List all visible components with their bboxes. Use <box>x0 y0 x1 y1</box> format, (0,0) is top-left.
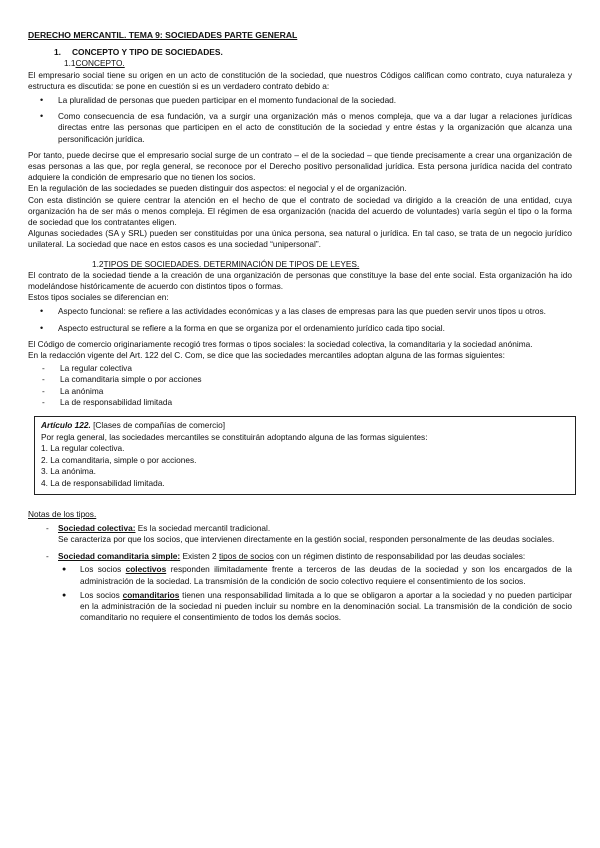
bullet-list <box>28 95 572 145</box>
paragraph: El empresario social tiene su origen en un acto de constitución de la sociedad, que nuestros Códigos califican como contrato, cuya naturaleza y estructura es discutida: se pone en cuestión si es un verdadero contrato debido a: <box>28 69 572 91</box>
note-colectiva <box>58 523 572 545</box>
subsection-label: TIPOS DE SOCIEDADES. DETERMINACIÓN DE TIPOS DE LEYES. <box>103 258 360 269</box>
list-item <box>80 564 572 586</box>
article-item: 4. La de responsabilidad limitada. <box>41 478 165 489</box>
item-term: colectivos <box>125 564 167 575</box>
note-text: Existen 2 <box>180 551 219 562</box>
list-item: • Aspecto funcional: se refiere a las actividades económicas y a las clases de empresas para las que pueden servir unos tipos u otros. <box>58 306 572 317</box>
note-term: Sociedad colectiva: <box>58 522 136 533</box>
list-item: • La pluralidad de personas que pueden participar en el momento fundacional de la sociedad. <box>58 95 572 106</box>
article-intro: Por regla general, las sociedades mercantiles se constituirán adoptando alguna de las formas siguientes: <box>41 431 428 442</box>
dot-list <box>28 564 572 623</box>
list-item: • Aspecto estructural se refiere a la forma en que se organiza por el ordenamiento jurídico cada tipo social. <box>58 323 572 334</box>
list-item: - La anónima <box>60 386 572 397</box>
subsection-heading-1-2 <box>92 259 572 270</box>
paragraph: Algunas sociedades (SA y SRL) pueden ser constituidas por una única persona, sea natural o jurídica. En tal caso, se trata de un negocio jurídico unilateral. La sociedad que nace en estos casos es una sociedad “unipersonal”. <box>28 228 572 250</box>
paragraph: El contrato de la sociedad tiende a la creación de una organización de personas que constituye la base del ente social. Esta organización ha ido modelándose históricamente de acuerdo con distintos tipos o formas. <box>28 269 572 292</box>
article-item: 2. La comanditaria, simple o por acciones. <box>41 454 197 465</box>
subsection-heading-1-1 <box>64 58 572 69</box>
paragraph: Con esta distinción se quiere centrar la atención en el hecho de que el contrato de sociedad va dirigido a la creación de una entidad, cuya organización ha de ser más o menos compleja. El régimen de esa organización (nacida del acuerdo de voluntades) varía según el tipo o la forma de sociedad que los contratantes eligen. <box>28 194 572 228</box>
section-label: CONCEPTO Y TIPO DE SOCIEDADES. <box>72 47 223 58</box>
note-description: Se caracteriza por que los socios, que intervienen directamente en la gestión social, responden personalmente de las deudas sociales. <box>58 534 555 545</box>
item-term: comanditarios <box>122 589 180 600</box>
paragraph: Por tanto, puede decirse que el empresario social surge de un contrato – el de la sociedad – que tiende precisamente a crear una organización de esas personas a las que, por regla general, se reconoce por el Derecho positivo personalidad jurídica. Esta persona jurídica nacida del contrato adquiere la condición de empresario que no tienen los socios. <box>28 149 572 183</box>
paragraph: En la regulación de las sociedades se pueden distinguir dos aspectos: el negocial y el de organización. <box>28 183 407 194</box>
article-title: Artículo 122. <box>41 420 91 431</box>
paragraph: En la redacción vigente del Art. 122 del C. Com, se dice que las sociedades mercantiles adoptan alguna de las formas siguientes: <box>28 350 505 361</box>
subsection-number: 1.2 <box>92 258 104 269</box>
section-number: 1. <box>54 47 61 58</box>
bullet-list <box>28 306 572 333</box>
item-text: Los socios <box>80 564 126 575</box>
item-text: Los socios <box>80 589 123 600</box>
note-text: con un régimen distinto de responsabilidad por las deudas sociales: <box>273 551 526 562</box>
item-text: responden ilimitadamente frente a terceros de las deudas de la sociedad y son los encargados de la administración de la sociedad. La transmisión de la condición de socio colectivo requiere el consentimiento de los socios. <box>80 564 572 586</box>
list-item: - La comanditaria simple o por acciones <box>60 374 572 385</box>
article-item: 3. La anónima. <box>41 466 96 477</box>
notes-heading: Notas de los tipos. <box>28 508 97 519</box>
article-subtitle: [Clases de compañías de comercio] <box>93 420 226 431</box>
note-term: Sociedad comanditaria simple: <box>58 551 181 562</box>
note-comanditaria <box>58 551 572 562</box>
list-item: - La regular colectiva <box>60 363 572 374</box>
dash-list <box>28 363 572 408</box>
paragraph: Estos tipos sociales se diferencian en: <box>28 292 169 303</box>
section-heading-1 <box>54 47 572 58</box>
article-item: 1. La regular colectiva. <box>41 443 125 454</box>
list-item: • Como consecuencia de esa fundación, va a surgir una organización más o menos compleja, que va a dar lugar a relaciones jurídicas directas entre las personas que participen en el acto de constitución de la sociedad y entre éstas y la organización que alcanza una personificación jurídica. <box>58 111 572 145</box>
article-box <box>34 416 576 495</box>
note-link-text: tipos de socios <box>218 551 274 562</box>
article-header <box>41 420 569 432</box>
subsection-number: 1.1 <box>64 58 76 69</box>
list-item: - La de responsabilidad limitada <box>60 397 572 408</box>
document-title: DERECHO MERCANTIL. TEMA 9: SOCIEDADES PARTE GENERAL <box>28 30 298 40</box>
item-text: tienen una responsabilidad limitada a lo que se obligaron a aportar a la sociedad y no pueden participar en la administración de la sociedad ni pueden incluir su nombre en la denominación social. La transmisión de la condición de socio comanditario no requiere el consentimiento de todos los demás socios. <box>80 589 572 623</box>
list-item <box>80 590 572 624</box>
note-text: Es la sociedad mercantil tradicional. <box>135 522 271 533</box>
paragraph: El Código de comercio originariamente recogió tres formas o tipos sociales: la sociedad colectiva, la comanditaria y la sociedad anónima. <box>28 338 533 349</box>
note-intro <box>58 551 572 562</box>
subsection-label: CONCEPTO. <box>75 58 125 69</box>
